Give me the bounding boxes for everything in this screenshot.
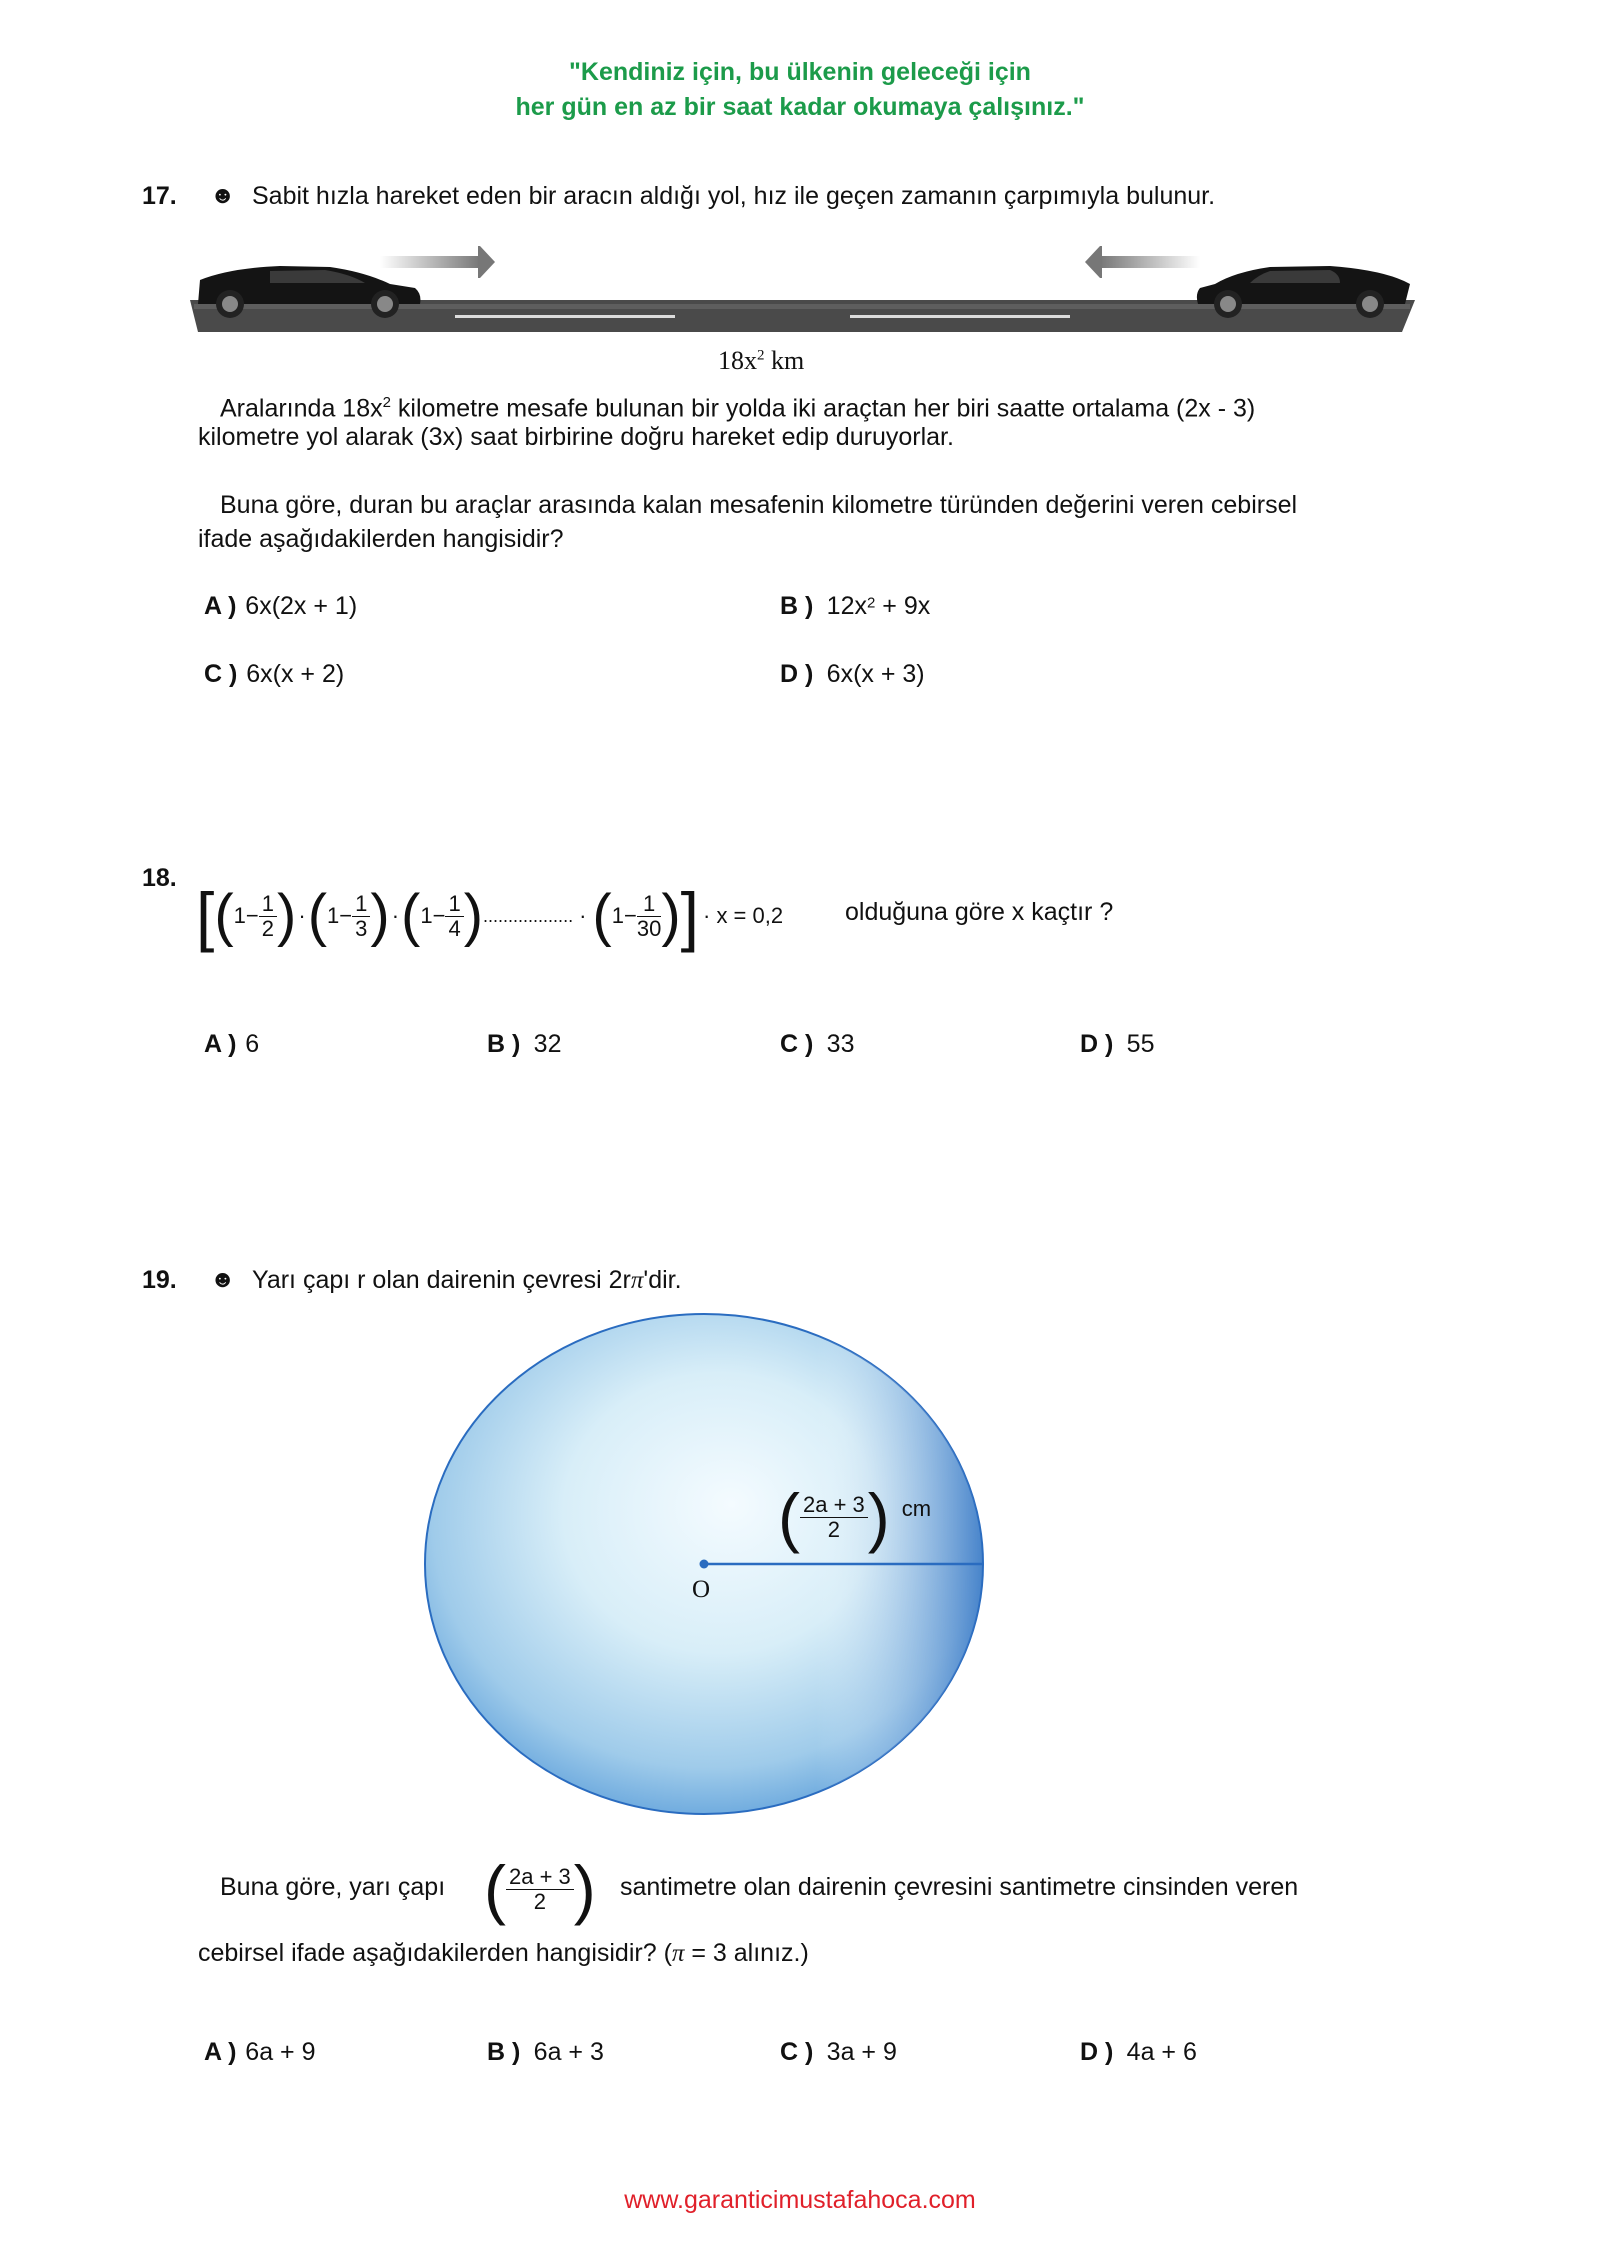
question-17-paragraph-2b: ifade aşağıdakilerden hangisidir?: [198, 525, 564, 553]
q19-option-c[interactable]: C ) 3a + 9: [780, 2038, 897, 2066]
road-with-cars-illustration: [190, 238, 1420, 340]
fraction-1-3: $\frac{1}{3}$: [352, 892, 370, 941]
q18-option-c[interactable]: C ) 33: [780, 1030, 855, 1058]
q17-option-b[interactable]: B ) $12x^2 + 9x$: [780, 592, 931, 620]
question-19-intro: Yarı çapı r olan dairenin çevresi 2rπ'dir.: [252, 1266, 682, 1294]
circle-diagram: [420, 1308, 990, 1828]
motto-line-2: her gün en az bir saat kadar okumaya çalışınız.": [515, 93, 1085, 121]
center-label: O: [692, 1576, 711, 1603]
radius-fraction-inline: ( $\frac{2a + 3}{2}$ ): [484, 1852, 596, 1926]
question-18-text: olduğuna göre x kaçtır ?: [845, 898, 1114, 926]
distance-label: $18x^2$ km: [718, 346, 805, 375]
center-point: [700, 1560, 709, 1569]
q19-option-a[interactable]: A ) 6a + 9: [204, 2038, 316, 2066]
q18-option-a[interactable]: A ) 6: [204, 1030, 260, 1058]
question-18-expression: [ ( 1 − $\frac{1}{2}$ ) · ( 1 − $\frac{1}{3}$ ) · ( 1 − $\frac{1}{4}$ ) .................. · ( 1 − $\frac{1}{30}$ ) ] · x = 0,2: [196, 879, 784, 953]
question-17-intro: Sabit hızla hareket eden bir aracın aldığı yol, hız ile geçen zamanın çarpımıyla bulunur.: [252, 182, 1216, 210]
q18-option-d[interactable]: D ) 55: [1080, 1030, 1155, 1058]
q18-option-b[interactable]: B ) 32: [487, 1030, 562, 1058]
q17-option-a[interactable]: A ) 6x(2x + 1): [204, 592, 358, 620]
fraction-1-2: $\frac{1}{2}$: [259, 892, 277, 941]
fraction-1-4: $\frac{1}{4}$: [445, 892, 463, 941]
question-19-number: 19.: [142, 1266, 177, 1294]
q17-option-d[interactable]: D ) 6x(x + 3): [780, 660, 925, 688]
footer-website-link[interactable]: www.garanticimustafahoca.com: [624, 2186, 976, 2214]
question-17-paragraph-1a: Aralarında $18x^2$ kilometre mesafe bulunan bir yolda iki araçtan her biri saatte ortalama (2x - 3): [220, 394, 1256, 423]
question-17-number: 17.: [142, 182, 177, 210]
arrow-left-icon: [1085, 246, 1200, 278]
arrow-right-icon: [380, 246, 495, 278]
question-17-paragraph-1b: kilometre yol alarak (3x) saat birbirine doğru hareket edip duruyorlar.: [198, 423, 954, 451]
radius-label: ( $\frac{2a + 3}{2}$ ) cm: [778, 1480, 932, 1554]
motto-line-1: "Kendiniz için, bu ülkenin geleceği için: [569, 58, 1031, 86]
question-19-text-a: Buna göre, yarı çapı: [220, 1873, 446, 1901]
q17-option-c[interactable]: C ) 6x(x + 2): [204, 660, 345, 688]
smiley-bullet-icon: ☻: [210, 182, 236, 209]
smiley-bullet-icon: ☻: [210, 1266, 236, 1293]
q19-option-b[interactable]: B ) 6a + 3: [487, 2038, 604, 2066]
q19-option-d[interactable]: D ) 4a + 6: [1080, 2038, 1197, 2066]
question-19-text-b: santimetre olan dairenin çevresini santimetre cinsinden veren: [620, 1873, 1299, 1901]
fraction-1-30: $\frac{1}{30}$: [636, 890, 662, 941]
question-18-number: 18.: [142, 864, 177, 892]
question-19-text-c: cebirsel ifade aşağıdakilerden hangisidir? (π = 3 alınız.): [198, 1939, 809, 1967]
question-17-paragraph-2a: Buna göre, duran bu araçlar arasında kalan mesafenin kilometre türünden değerini veren cebirsel: [220, 491, 1298, 519]
